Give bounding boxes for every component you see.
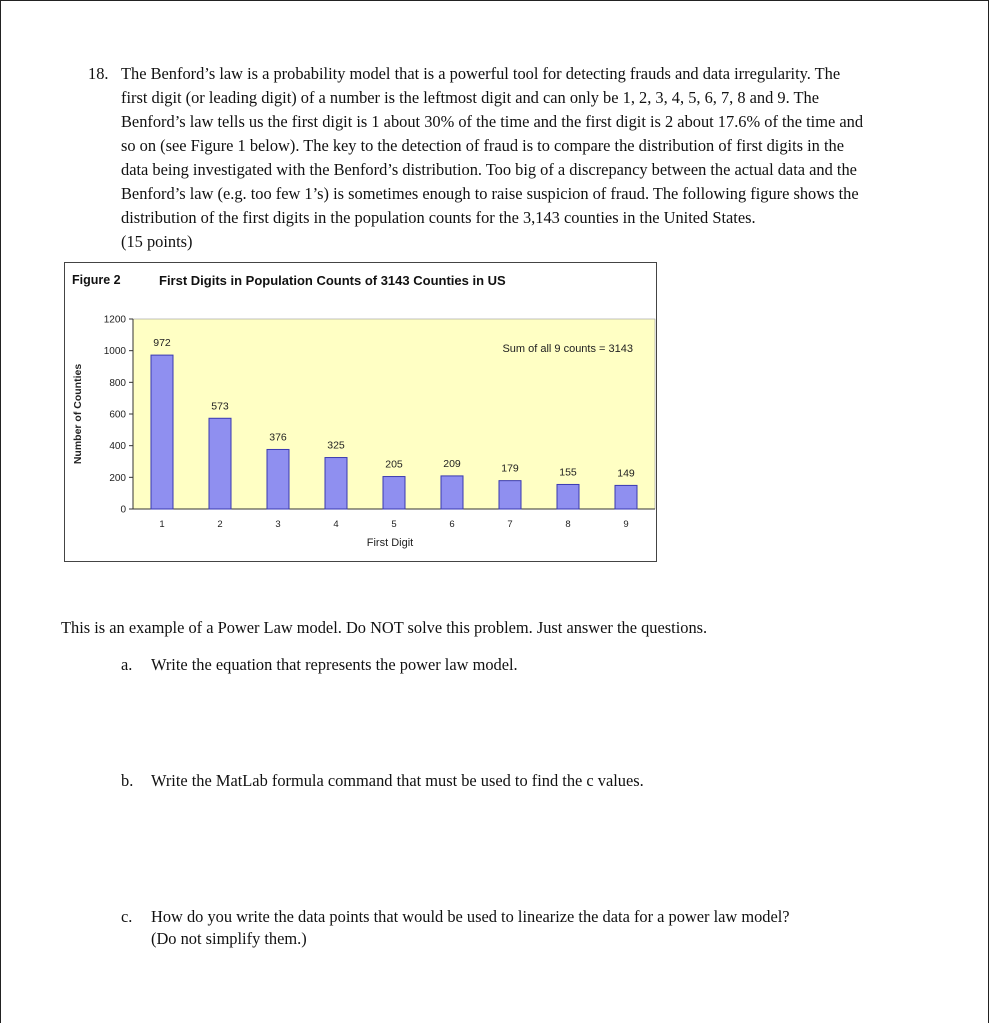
instructions-paragraph: This is an example of a Power Law model. Do NOT solve this problem. Just answer the questions. [61,618,708,637]
data-label: 325 [327,439,345,452]
item-letter: c. [121,907,133,926]
x-tick-label: 6 [449,519,455,530]
figure-label: Figure 2 [72,273,121,287]
y-axis-title: Number of Counties [72,363,84,465]
item-text [151,906,790,950]
sum-annotation: Sum of all 9 counts = 3143 [502,343,633,355]
data-label: 376 [269,431,287,444]
question-18 [88,62,966,254]
y-tick-label: 600 [109,409,126,421]
x-tick-label: 1 [159,519,165,530]
data-label: 573 [211,400,229,413]
x-tick-label: 8 [565,519,571,530]
bar [441,476,463,509]
y-tick-label: 200 [109,472,126,484]
y-tick-label: 0 [120,504,126,516]
data-label: 155 [559,466,577,479]
bar [383,477,405,509]
bar [209,418,231,509]
data-label: 972 [153,337,171,350]
x-axis-title: First Digit [366,537,414,549]
item-text: Write the MatLab formula command that must be used to find the c values. [151,771,644,790]
x-tick-label: 4 [333,519,339,530]
data-label: 149 [617,467,635,480]
bar [151,355,173,509]
question-points: (15 points) [121,232,193,251]
bar [499,481,521,509]
data-label: 205 [385,458,403,471]
bar [267,449,289,509]
x-tick-label: 7 [507,519,513,530]
y-tick-label: 400 [109,441,126,453]
y-tick-label: 1000 [103,346,126,358]
figure-2-box [64,262,657,562]
question-line: distribution of the first digits in the population counts for the 3,143 counties in the United States. [121,208,756,227]
question-text [121,62,966,254]
question-item-c [121,906,790,950]
question-line: first digit (or leading digit) of a number is the leftmost digit and can only be 1, 2, 3, 4, 5, 6, 7, 8 and 9. The [121,88,819,107]
data-label: 179 [501,462,519,475]
x-tick-label: 3 [275,519,281,530]
item-text: Write the equation that represents the power law model. [151,655,518,674]
y-tick-label: 1200 [103,314,126,326]
question-line: Benford’s law (e.g. too few 1’s) is sometimes enough to raise suspicion of fraud. The following figure shows the [121,184,859,203]
bar-chart [65,263,656,561]
bar [557,484,579,509]
question-line: Benford’s law tells us the first digit is 1 about 30% of the time and the first digit is 2 about 17.6% of the time and [121,112,864,131]
question-line: The Benford’s law is a probability model that is a powerful tool for detecting frauds and data irregularity. The [121,64,841,83]
question-line: data being investigated with the Benford’s distribution. Too big of a discrepancy between the actual data and the [121,160,857,179]
y-tick-label: 800 [109,377,126,389]
item-letter: b. [121,771,134,790]
question-line: so on (see Figure 1 below). The key to the detection of fraud is to compare the distribution of first digits in the [121,136,845,155]
chart-title: First Digits in Population Counts of 3143 Counties in US [159,273,506,288]
x-tick-label: 2 [217,519,223,530]
question-number: 18. [88,64,109,83]
question-item-b [121,770,644,792]
x-tick-label: 5 [391,519,397,530]
x-tick-label: 9 [623,519,629,530]
question-item-a [121,654,518,676]
item-text-line: How do you write the data points that would be used to linearize the data for a power law model? [151,907,790,926]
bar [615,485,637,509]
item-letter: a. [121,655,133,674]
bar [325,458,347,509]
item-text-line: (Do not simplify them.) [151,929,307,948]
data-label: 209 [443,457,461,470]
